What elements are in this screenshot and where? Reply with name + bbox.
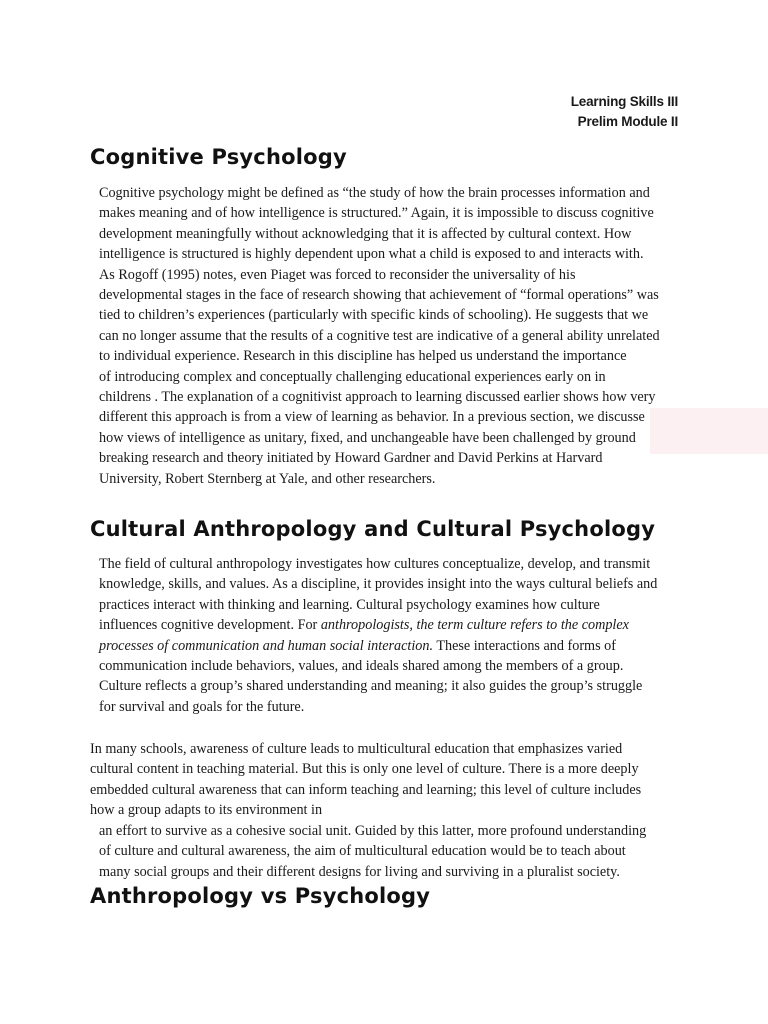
text-plain: These interactions and forms of <box>433 637 616 654</box>
text-line: childrens . The explanation of a cognitivist approach to learning discussed earlier shows how very <box>99 389 656 406</box>
text-italic: processes of communication and human social interaction. <box>99 637 434 654</box>
text-line: of culture and cultural awareness, the aim of multicultural education would be to teach about <box>99 843 626 860</box>
text-plain: influences cognitive development. For <box>99 617 321 634</box>
text-line: makes meaning and of how intelligence is structured.” Again, it is impossible to discuss cognitive <box>99 205 654 222</box>
text-line: tied to children’s experiences (particularly with specific kinds of schooling). He suggests that we <box>99 307 649 324</box>
text-highlight-overlay <box>650 408 768 454</box>
text-italic: anthropologists, the term culture refers to the complex <box>320 617 629 634</box>
text-line: The field of cultural anthropology investigates how cultures conceptualize, develop, and transmit <box>99 556 651 572</box>
text-line: communication include behaviors, values, and ideals shared among the members of a group. <box>99 658 624 675</box>
text-line: Cognitive psychology might be defined as “the study of how the brain processes information and <box>99 185 650 201</box>
text-line: intelligence is structured is highly dependent upon what a child is exposed to and interacts with. <box>99 246 644 263</box>
text-line: University, Robert Sternberg at Yale, and other researchers. <box>99 470 436 487</box>
module-title: Prelim Module II <box>577 114 678 129</box>
text-line: to individual experience. Research in this discipline has helped us understand the importance <box>99 348 627 365</box>
text-line: an effort to survive as a cohesive social unit. Guided by this latter, more profound understanding <box>99 823 647 839</box>
text-line: practices interact with thinking and learning. Cultural psychology examines how culture <box>99 596 600 613</box>
text-line: of introducing complex and conceptually challenging educational experiences early on in <box>99 368 606 385</box>
text-line <box>99 636 657 656</box>
text-line: developmental stages in the face of research showing that achievement of “formal operations” was <box>99 287 659 304</box>
document-header <box>560 92 678 132</box>
paragraph-cognitive-psychology <box>99 183 660 489</box>
heading-cognitive-psychology: Cognitive Psychology <box>90 145 347 169</box>
text-line: how a group adapts to its environment in <box>90 802 323 819</box>
text-line: Culture reflects a group’s shared understanding and meaning; it also guides the group’s struggle <box>99 678 643 695</box>
text-line <box>99 615 657 635</box>
text-line: development meaningfully without acknowledging that it is affected by cultural context. How <box>99 225 632 242</box>
heading-anthropology-vs-psychology: Anthropology vs Psychology <box>90 884 431 908</box>
text-line: breaking research and theory initiated by Howard Gardner and David Perkins at Harvard <box>99 450 603 467</box>
text-line: can no longer assume that the results of a cognitive test are indicative of a general ability unrelated <box>99 327 660 344</box>
text-line: As Rogoff (1995) notes, even Piaget was forced to reconsider the universality of his <box>99 266 576 283</box>
text-line: for survival and goals for the future. <box>99 698 305 715</box>
text-line: different this approach is from a view of learning as behavior. In a previous section, we discusse <box>99 409 645 426</box>
text-line: many social groups and their different designs for living and surviving in a pluralist society. <box>99 863 620 880</box>
heading-cultural-anthropology: Cultural Anthropology and Cultural Psychology <box>90 517 656 541</box>
text-line: how views of intelligence as unitary, fixed, and unchangeable have been challenged by ground <box>99 429 636 446</box>
text-line: In many schools, awareness of culture leads to multicultural education that emphasizes varied <box>90 741 623 757</box>
paragraph-cultural-anthropology <box>99 554 657 717</box>
paragraph-multicultural-education-continued <box>99 821 646 882</box>
paragraph-multicultural-education <box>90 739 641 821</box>
text-line: cultural content in teaching material. But this is only one level of culture. There is a more deeply <box>90 761 639 778</box>
text-line: knowledge, skills, and values. As a discipline, it provides insight into the ways cultural beliefs and <box>99 576 658 593</box>
text-line: embedded cultural awareness that can inform teaching and learning; this level of culture includes <box>90 781 642 798</box>
course-title: Learning Skills III <box>570 94 678 109</box>
